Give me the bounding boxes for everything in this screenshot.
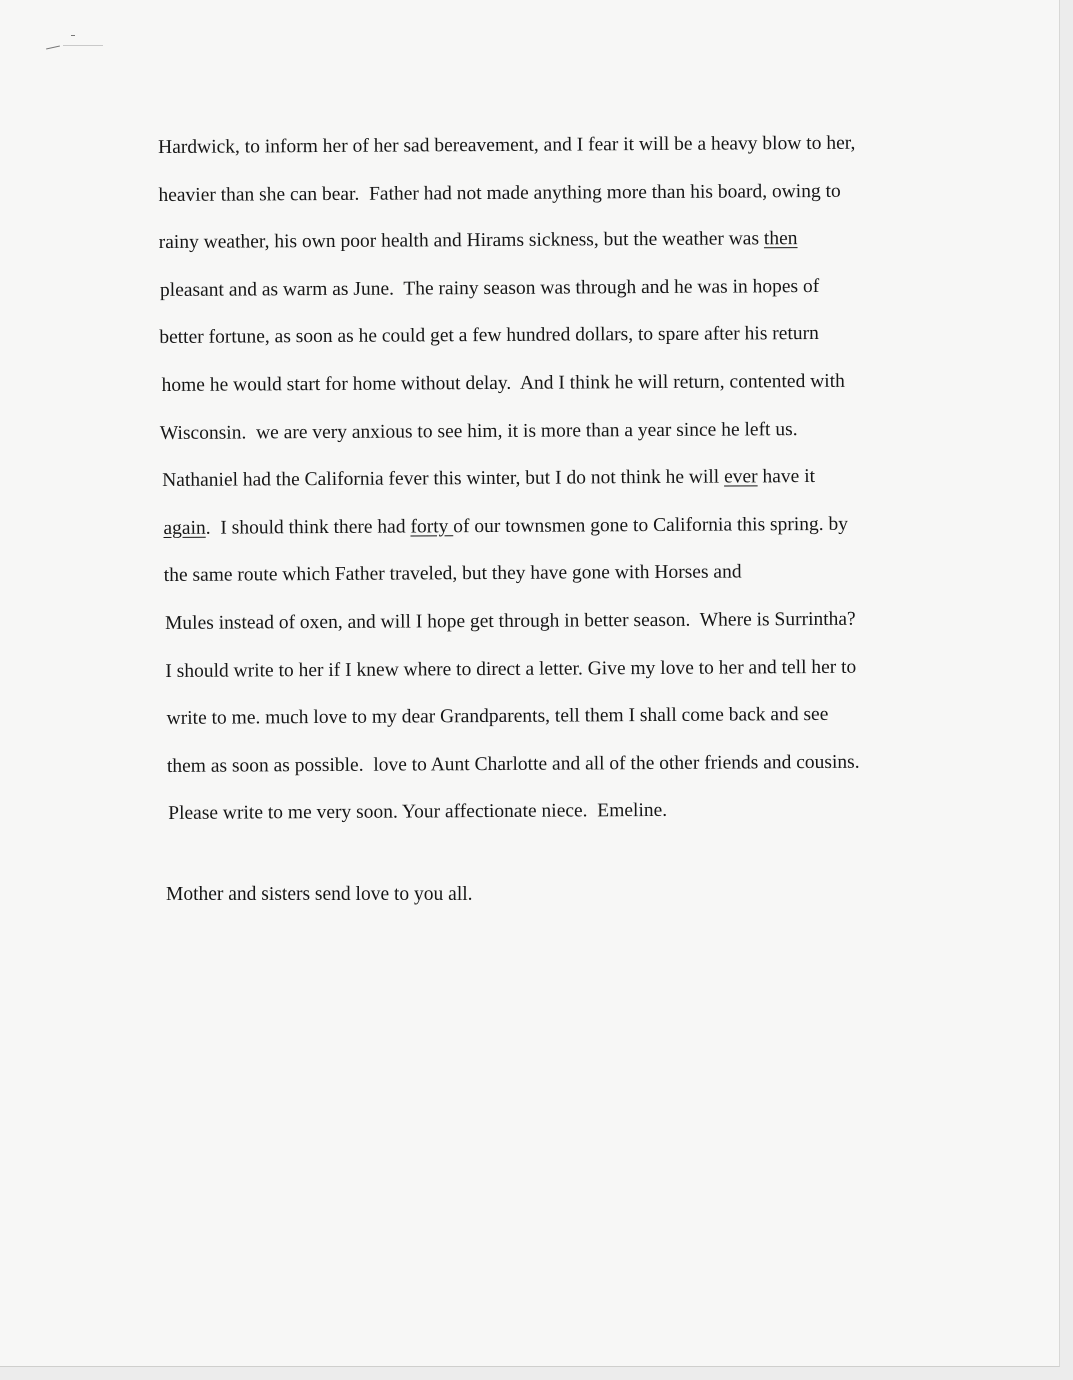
letter-line-1: Hardwick, to inform her of her sad bereavement, and I fear it will be a heavy blow to her,: [158, 132, 856, 158]
letter-line-9: again. I should think there had forty of our townsmen gone to California this spring. by: [163, 513, 849, 539]
postscript: Mother and sisters send love to you all.: [166, 884, 473, 905]
underlined-word: ever: [723, 466, 758, 488]
paper-mark: [46, 46, 60, 50]
paper-mark: [63, 45, 103, 46]
letter-line-14: them as soon as possible. love to Aunt Charlotte and all of the other friends and cousins.: [166, 751, 860, 777]
paper-mark: [71, 35, 75, 36]
letter-line-2: heavier than she can bear. Father had not made anything more than his board, owing to: [158, 180, 841, 206]
letter-line-6: home he would start for home without delay. And I think he will return, contented with: [161, 370, 845, 396]
letter-line-12: I should write to her if I knew where to direct a letter. Give my love to her and tell her to: [165, 656, 857, 682]
letter-line-10: the same route which Father traveled, but they have gone with Horses and: [163, 561, 742, 587]
letter-line-15: Please write to me very soon. Your affectionate niece. Emeline.: [168, 800, 668, 825]
letter-line-11: Mules instead of oxen, and will I hope get through in better season. Where is Surrintha?: [164, 608, 856, 634]
letter-line-5: better fortune, as soon as he could get a few hundred dollars, to spare after his return: [159, 323, 819, 349]
underlined-word: forty: [410, 515, 454, 538]
letter-line-8: Nathaniel had the California fever this winter, but I do not think he will ever have it: [162, 466, 816, 492]
letter-line-4: pleasant and as warm as June. The rainy season was through and he was in hopes of: [159, 275, 820, 301]
letter-body: [158, 119, 902, 837]
underlined-word: again: [163, 517, 206, 539]
underlined-word: then: [763, 228, 798, 250]
letter-line-3: rainy weather, his own poor health and Hirams sickness, but the weather was then: [158, 228, 798, 254]
letter-line-13: write to me. much love to my dear Grandparents, tell them I shall come back and see: [166, 704, 829, 730]
letter-line-7: Wisconsin. we are very anxious to see him, it is more than a year since he left us.: [159, 418, 798, 444]
